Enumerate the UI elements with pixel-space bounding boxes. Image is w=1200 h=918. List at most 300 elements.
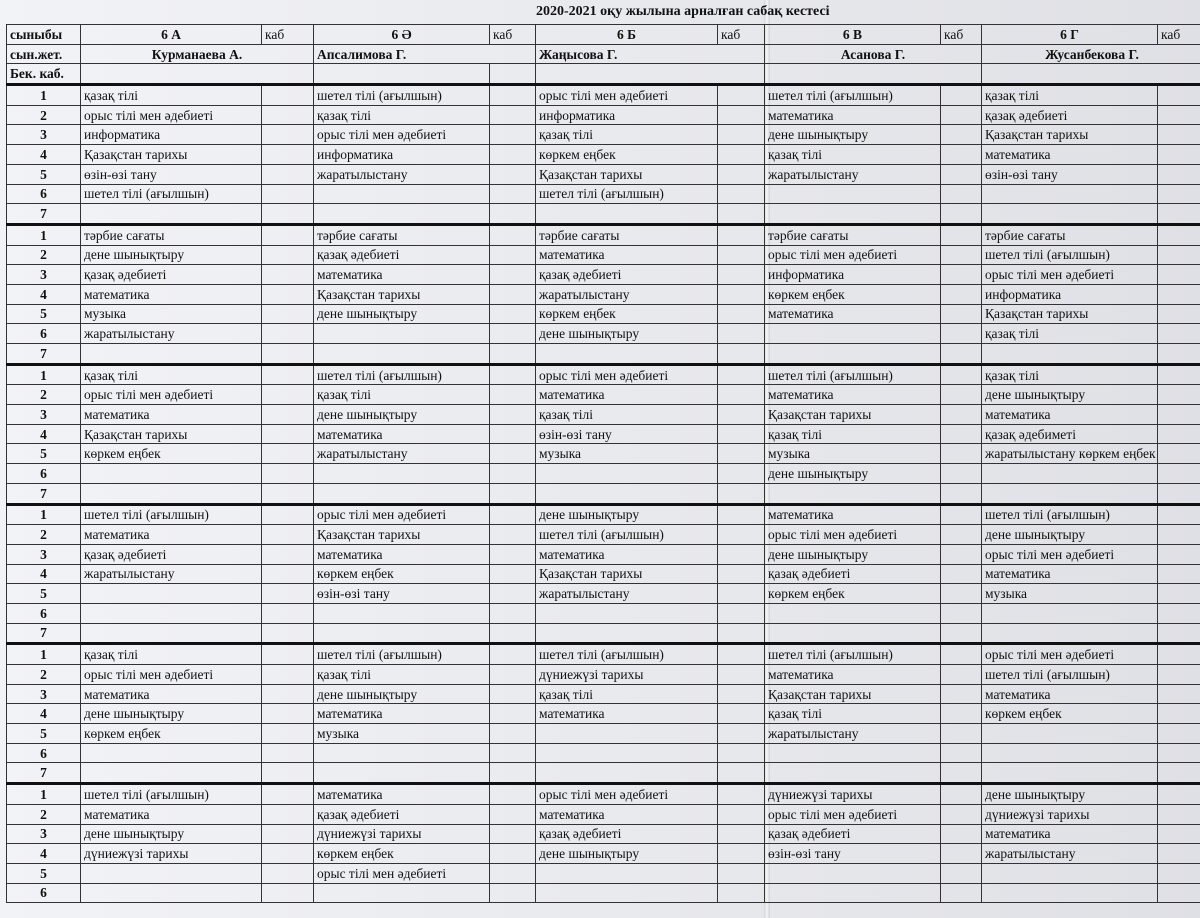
- room-cell: [490, 265, 536, 285]
- lesson-row: [7, 743, 1200, 763]
- lesson-row: [7, 504, 1200, 525]
- lesson-cell: қазақ тілі: [314, 385, 490, 405]
- room-cell: [490, 284, 536, 304]
- lesson-cell: шетел тілі (ағылшын): [81, 784, 262, 805]
- lesson-cell: орыс тілі мен әдебиеті: [314, 504, 490, 525]
- room-cell: [718, 724, 765, 744]
- lesson-number: 1: [7, 85, 81, 106]
- kab-label: каб: [1158, 25, 1200, 45]
- room-cell: [490, 224, 536, 245]
- room-cell: [262, 603, 314, 623]
- room-cell: [262, 324, 314, 344]
- lesson-number: 6: [7, 464, 81, 484]
- room-cell: [490, 405, 536, 425]
- lesson-cell: [536, 623, 718, 644]
- lesson-cell: көркем еңбек: [536, 304, 718, 324]
- room-cell: [941, 105, 982, 125]
- schedule-title: 2020-2021 оқу жылына арналған сабақ кестесі: [536, 4, 830, 19]
- lesson-cell: [982, 464, 1158, 484]
- room-cell: [941, 125, 982, 145]
- room-cell: [262, 444, 314, 464]
- lesson-row: [7, 844, 1200, 864]
- room-cell: [262, 265, 314, 285]
- room-cell: [1158, 784, 1200, 805]
- lesson-cell: жаратылыстану: [314, 164, 490, 184]
- lesson-row: [7, 245, 1200, 265]
- lesson-cell: [314, 883, 490, 903]
- lesson-cell: қазақ әдебиеті: [314, 804, 490, 824]
- lesson-row: [7, 584, 1200, 604]
- kab-label: каб: [941, 25, 982, 45]
- room-cell: [718, 245, 765, 265]
- room-cell: [262, 304, 314, 324]
- lesson-row: [7, 145, 1200, 165]
- lesson-row: [7, 424, 1200, 444]
- lesson-cell: [81, 483, 262, 504]
- lesson-cell: тәрбие сағаты: [982, 224, 1158, 245]
- room-cell: [718, 125, 765, 145]
- lesson-number: 3: [7, 684, 81, 704]
- lesson-cell: шетел тілі (ағылшын): [81, 504, 262, 525]
- lesson-cell: информатика: [81, 125, 262, 145]
- room-cell: [1158, 265, 1200, 285]
- lesson-cell: [765, 863, 941, 883]
- lesson-cell: қазақ тілі: [536, 684, 718, 704]
- lesson-number: 3: [7, 405, 81, 425]
- lesson-number: 1: [7, 364, 81, 385]
- room-cell: [490, 544, 536, 564]
- room-cell: [262, 564, 314, 584]
- room-cell: [941, 164, 982, 184]
- lesson-cell: [81, 584, 262, 604]
- room-cell: [718, 644, 765, 665]
- lesson-number: 7: [7, 204, 81, 225]
- lesson-row: [7, 265, 1200, 285]
- room-cell: [1158, 444, 1200, 464]
- lesson-number: 5: [7, 584, 81, 604]
- lesson-cell: орыс тілі мен әдебиеті: [765, 245, 941, 265]
- lesson-cell: [982, 743, 1158, 763]
- row-label-class: сыныбы: [7, 25, 81, 45]
- lesson-cell: [982, 184, 1158, 204]
- lesson-cell: [765, 204, 941, 225]
- lesson-row: [7, 644, 1200, 665]
- room-cell: [718, 743, 765, 763]
- room-cell: [536, 64, 765, 85]
- lesson-cell: шетел тілі (ағылшын): [536, 644, 718, 665]
- room-cell: [262, 504, 314, 525]
- lesson-row: [7, 863, 1200, 883]
- lesson-cell: математика: [765, 385, 941, 405]
- lesson-cell: орыс тілі мен әдебиеті: [536, 364, 718, 385]
- room-cell: [718, 525, 765, 545]
- room-cell: [1158, 763, 1200, 784]
- room-cell: [941, 324, 982, 344]
- lesson-cell: математика: [982, 824, 1158, 844]
- kab-label: каб: [262, 25, 314, 45]
- room-cell: [718, 385, 765, 405]
- lesson-cell: [81, 863, 262, 883]
- lesson-cell: информатика: [982, 284, 1158, 304]
- class-name-6v: 6 В: [765, 25, 941, 45]
- room-cell: [490, 85, 536, 106]
- lesson-number: 5: [7, 724, 81, 744]
- lesson-cell: көркем еңбек: [314, 844, 490, 864]
- lesson-number: 2: [7, 665, 81, 685]
- lesson-cell: өзін-өзі тану: [81, 164, 262, 184]
- teacher-6a: Курманаева А.: [81, 44, 314, 64]
- lesson-number: 5: [7, 444, 81, 464]
- room-cell: [941, 204, 982, 225]
- lesson-row: [7, 324, 1200, 344]
- lesson-number: 3: [7, 265, 81, 285]
- lesson-cell: [81, 603, 262, 623]
- lesson-cell: математика: [81, 405, 262, 425]
- room-cell: [262, 844, 314, 864]
- room-cell: [262, 743, 314, 763]
- room-cell: [941, 544, 982, 564]
- room-cell: [718, 184, 765, 204]
- room-cell: [941, 863, 982, 883]
- lesson-row: [7, 824, 1200, 844]
- lesson-row: [7, 464, 1200, 484]
- lesson-row: [7, 804, 1200, 824]
- lesson-row: [7, 204, 1200, 225]
- lesson-cell: қазақ тілі: [536, 405, 718, 425]
- room-cell: [262, 623, 314, 644]
- room-cell: [490, 504, 536, 525]
- lesson-cell: жаратылыстану: [982, 844, 1158, 864]
- lesson-cell: жаратылыстану: [81, 564, 262, 584]
- lesson-row: [7, 224, 1200, 245]
- lesson-number: 2: [7, 804, 81, 824]
- room-cell: [490, 724, 536, 744]
- room-cell: [718, 704, 765, 724]
- room-cell: [1158, 284, 1200, 304]
- lesson-cell: орыс тілі мен әдебиеті: [314, 125, 490, 145]
- lesson-cell: [982, 344, 1158, 365]
- lesson-cell: математика: [982, 405, 1158, 425]
- lesson-cell: қазақ тілі: [982, 364, 1158, 385]
- lesson-cell: математика: [536, 385, 718, 405]
- lesson-cell: музыка: [765, 444, 941, 464]
- room-cell: [490, 863, 536, 883]
- lesson-number: 4: [7, 145, 81, 165]
- room-cell: [1158, 164, 1200, 184]
- lesson-cell: дүниежүзі тарихы: [765, 784, 941, 805]
- room-cell: [941, 184, 982, 204]
- room-cell: [941, 784, 982, 805]
- room-cell: [262, 364, 314, 385]
- room-cell: [718, 504, 765, 525]
- lesson-row: [7, 184, 1200, 204]
- lesson-row: [7, 364, 1200, 385]
- room-cell: [490, 145, 536, 165]
- lesson-cell: информатика: [314, 145, 490, 165]
- lesson-cell: математика: [765, 665, 941, 685]
- room-cell: [1158, 665, 1200, 685]
- room-cell: [718, 763, 765, 784]
- room-cell: [941, 385, 982, 405]
- room-cell: [718, 324, 765, 344]
- lesson-number: 5: [7, 304, 81, 324]
- class-name-6ae: 6 Ә: [314, 25, 490, 45]
- room-cell: [718, 424, 765, 444]
- lesson-cell: [982, 763, 1158, 784]
- room-cell: [941, 704, 982, 724]
- room-cell: [490, 804, 536, 824]
- room-cell: [1158, 324, 1200, 344]
- lesson-cell: математика: [765, 304, 941, 324]
- room-cell: [1158, 804, 1200, 824]
- lesson-cell: қазақ әдебиеті: [536, 265, 718, 285]
- teacher-row: [7, 44, 1200, 64]
- room-cell: [490, 344, 536, 365]
- lesson-cell: [765, 743, 941, 763]
- lesson-cell: дүниежүзі тарихы: [536, 665, 718, 685]
- room-cell: [1158, 704, 1200, 724]
- room-cell: [1158, 724, 1200, 744]
- lesson-cell: музыка: [314, 724, 490, 744]
- lesson-cell: қазақ әдебиеті: [765, 564, 941, 584]
- room-cell: [490, 644, 536, 665]
- room-cell: [262, 784, 314, 805]
- lesson-cell: дене шынықтыру: [765, 464, 941, 484]
- room-cell: [718, 584, 765, 604]
- lesson-cell: [314, 483, 490, 504]
- lesson-cell: [314, 204, 490, 225]
- room-cell: [718, 405, 765, 425]
- lesson-row: [7, 603, 1200, 623]
- room-cell: [765, 64, 982, 85]
- lesson-cell: қазақ әдебиеті: [536, 824, 718, 844]
- lesson-cell: [81, 763, 262, 784]
- room-cell: [490, 164, 536, 184]
- lesson-number: 4: [7, 704, 81, 724]
- room-cell: [941, 763, 982, 784]
- lesson-cell: Қазақстан тарихы: [314, 284, 490, 304]
- lesson-cell: [536, 483, 718, 504]
- lesson-cell: дене шынықтыру: [536, 504, 718, 525]
- room-cell: [262, 405, 314, 425]
- lesson-row: [7, 784, 1200, 805]
- lesson-cell: математика: [982, 145, 1158, 165]
- room-cell: [1158, 883, 1200, 903]
- lesson-cell: дене шынықтыру: [81, 704, 262, 724]
- lesson-cell: [982, 603, 1158, 623]
- lesson-cell: шетел тілі (ағылшын): [765, 644, 941, 665]
- room-cell: [941, 804, 982, 824]
- lesson-cell: өзін-өзі тану: [536, 424, 718, 444]
- lesson-cell: [536, 763, 718, 784]
- lesson-cell: дене шынықтыру: [982, 784, 1158, 805]
- lesson-cell: [314, 344, 490, 365]
- lesson-cell: математика: [314, 424, 490, 444]
- lesson-cell: қазақ әдебиеті: [982, 105, 1158, 125]
- lesson-cell: тәрбие сағаты: [81, 224, 262, 245]
- room-cell: [490, 304, 536, 324]
- row-label-room: Бек. каб.: [7, 64, 81, 85]
- lesson-cell: Қазақстан тарихы: [765, 684, 941, 704]
- room-cell: [1158, 525, 1200, 545]
- lesson-cell: [982, 863, 1158, 883]
- room-cell: [490, 844, 536, 864]
- room-cell: [262, 105, 314, 125]
- lesson-row: [7, 284, 1200, 304]
- room-cell: [941, 584, 982, 604]
- lesson-cell: жаратылыстану: [536, 584, 718, 604]
- lesson-cell: дене шынықтыру: [765, 125, 941, 145]
- lesson-cell: қазақ тілі: [765, 704, 941, 724]
- lesson-cell: [536, 863, 718, 883]
- lesson-cell: орыс тілі мен әдебиеті: [81, 385, 262, 405]
- room-cell: [262, 584, 314, 604]
- room-cell: [718, 85, 765, 106]
- room-cell: [718, 344, 765, 365]
- room-cell: [941, 245, 982, 265]
- room-cell: [718, 623, 765, 644]
- lesson-cell: өзін-өзі тану: [982, 164, 1158, 184]
- room-cell: [81, 64, 314, 85]
- room-cell: [262, 483, 314, 504]
- lesson-number: 1: [7, 504, 81, 525]
- lesson-number: 7: [7, 763, 81, 784]
- lesson-cell: математика: [982, 684, 1158, 704]
- room-cell: [718, 564, 765, 584]
- lesson-cell: математика: [765, 105, 941, 125]
- lesson-cell: [765, 623, 941, 644]
- class-row: [7, 25, 1200, 45]
- lesson-cell: орыс тілі мен әдебиеті: [765, 525, 941, 545]
- lesson-cell: шетел тілі (ағылшын): [982, 504, 1158, 525]
- lesson-row: [7, 483, 1200, 504]
- lesson-cell: қазақ тілі: [982, 324, 1158, 344]
- lesson-number: 7: [7, 483, 81, 504]
- lesson-cell: шетел тілі (ағылшын): [314, 364, 490, 385]
- room-cell: [941, 603, 982, 623]
- room-cell: [718, 483, 765, 504]
- lesson-cell: дене шынықтыру: [314, 684, 490, 704]
- lesson-cell: тәрбие сағаты: [536, 224, 718, 245]
- lesson-cell: қазақ тілі: [81, 644, 262, 665]
- lesson-cell: шетел тілі (ағылшын): [314, 85, 490, 106]
- lesson-cell: жаратылыстану: [765, 164, 941, 184]
- lesson-cell: көркем еңбек: [536, 145, 718, 165]
- room-cell: [490, 245, 536, 265]
- lesson-number: 3: [7, 824, 81, 844]
- room-cell: [262, 145, 314, 165]
- room-cell: [941, 304, 982, 324]
- room-cell: [718, 784, 765, 805]
- lesson-cell: қазақ тілі: [81, 364, 262, 385]
- room-cell: [1158, 623, 1200, 644]
- lesson-cell: дене шынықтыру: [536, 844, 718, 864]
- room-cell: [941, 743, 982, 763]
- room-cell: [490, 564, 536, 584]
- room-cell: [718, 883, 765, 903]
- lesson-number: 2: [7, 385, 81, 405]
- teacher-6ae: Апсалимова Г.: [314, 44, 536, 64]
- lesson-cell: шетел тілі (ағылшын): [314, 644, 490, 665]
- room-cell: [1158, 304, 1200, 324]
- room-cell: [262, 245, 314, 265]
- teacher-6b: Жаңысова Г.: [536, 44, 765, 64]
- lesson-cell: орыс тілі мен әдебиеті: [536, 85, 718, 106]
- room-cell: [262, 344, 314, 365]
- room-cell: [941, 344, 982, 365]
- lesson-cell: [765, 483, 941, 504]
- room-cell: [490, 704, 536, 724]
- room-cell: [718, 804, 765, 824]
- lesson-number: 3: [7, 544, 81, 564]
- lesson-cell: [314, 324, 490, 344]
- room-cell: [718, 684, 765, 704]
- lesson-cell: [314, 464, 490, 484]
- lesson-cell: [536, 464, 718, 484]
- teacher-6g: Жусанбекова Г.: [982, 44, 1200, 64]
- class-name-6b: 6 Б: [536, 25, 718, 45]
- lesson-number: 4: [7, 844, 81, 864]
- room-cell: [941, 145, 982, 165]
- room-cell: [718, 224, 765, 245]
- room-cell: [1158, 145, 1200, 165]
- room-cell: [262, 125, 314, 145]
- room-cell: [1158, 85, 1200, 106]
- lesson-cell: тәрбие сағаты: [314, 224, 490, 245]
- lesson-cell: [536, 743, 718, 763]
- lesson-number: 6: [7, 883, 81, 903]
- room-cell: [490, 184, 536, 204]
- lesson-cell: қазақ тілі: [314, 105, 490, 125]
- lesson-cell: [982, 204, 1158, 225]
- lesson-cell: дүниежүзі тарихы: [314, 824, 490, 844]
- class-name-6g: 6 Г: [982, 25, 1158, 45]
- lesson-number: 6: [7, 184, 81, 204]
- lesson-cell: дене шынықтыру: [314, 405, 490, 425]
- lesson-cell: шетел тілі (ағылшын): [765, 364, 941, 385]
- lesson-cell: шетел тілі (ағылшын): [81, 184, 262, 204]
- lesson-cell: қазақ тілі: [765, 424, 941, 444]
- room-cell: [941, 724, 982, 744]
- room-cell: [941, 684, 982, 704]
- room-cell: [718, 444, 765, 464]
- lesson-cell: қазақ тілі: [81, 85, 262, 106]
- lesson-cell: көркем еңбек: [765, 284, 941, 304]
- lesson-row: [7, 564, 1200, 584]
- room-cell: [941, 444, 982, 464]
- lesson-cell: қазақ тілі: [314, 665, 490, 685]
- lesson-cell: Қазақстан тарихы: [314, 525, 490, 545]
- room-cell: [718, 105, 765, 125]
- lesson-row: [7, 665, 1200, 685]
- lesson-row: [7, 704, 1200, 724]
- room-cell: [314, 64, 490, 85]
- room-cell: [718, 145, 765, 165]
- lesson-cell: қазақ тілі: [982, 85, 1158, 106]
- lesson-cell: жаратылыстану: [765, 724, 941, 744]
- lesson-cell: дене шынықтыру: [982, 385, 1158, 405]
- lesson-cell: математика: [536, 544, 718, 564]
- room-cell: [262, 724, 314, 744]
- room-cell: [490, 385, 536, 405]
- lesson-row: [7, 684, 1200, 704]
- room-cell: [982, 64, 1200, 85]
- room-cell: [1158, 584, 1200, 604]
- room-cell: [262, 684, 314, 704]
- lesson-number: 6: [7, 743, 81, 763]
- room-cell: [1158, 344, 1200, 365]
- room-cell: [262, 85, 314, 106]
